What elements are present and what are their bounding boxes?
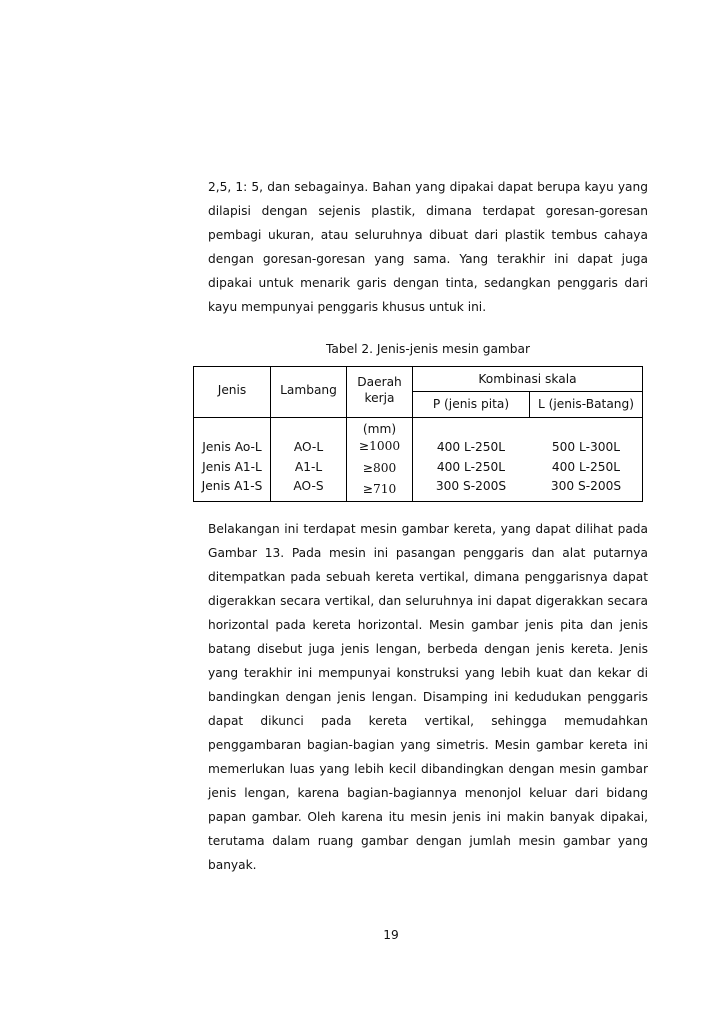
machine-table [193,366,643,502]
table-caption: Tabel 2. Jenis-jenis mesin gambar [325,342,531,356]
header-p-jenis-pita: P (jenis pita) [432,397,510,411]
page-number: 19 [383,928,399,942]
row2-daerah: ≥800 [362,461,397,475]
header-kombinasi-skala: Kombinasi skala [478,372,577,386]
row1-l: 500 L-300L [551,440,621,454]
paragraph-1: 2,5, 1: 5, dan sebagainya. Bahan yang dipakai dapat berupa kayu yang dilapisi dengan sejenis plastik, dimana terdapat goresan-goresan pembagi ukuran, atau seluruhnya dibuat dari plastik tembus cahaya dengan goresan-goresan yang sama. Yang terakhir ini dapat juga dipakai untuk menarik garis dengan tinta, sedangkan penggaris dari kayu mempunyai penggaris khusus untuk ini. [208,180,648,314]
row3-daerah: ≥710 [362,482,397,496]
row3-lambang: AO-S [293,479,324,493]
row1-jenis: Jenis Ao-L [202,440,262,454]
header-l-jenis-batang: L (jenis-Batang) [537,397,635,411]
row2-jenis: Jenis A1-L [202,460,262,474]
row2-lambang: A1-L [294,460,323,474]
header-daerah-line2: kerja [364,391,395,405]
header-jenis: Jenis [217,383,247,397]
row2-l: 400 L-250L [551,460,621,474]
header-lambang: Lambang [280,383,337,397]
row2-p: 400 L-250L [436,460,506,474]
unit-mm: (mm) [362,422,397,436]
row1-lambang: AO-L [293,440,324,454]
header-daerah-line1: Daerah [357,375,402,389]
row3-l: 300 S-200S [550,479,622,493]
row1-p: 400 L-250L [436,440,506,454]
row3-jenis: Jenis A1-S [201,479,263,493]
paragraph-2: Belakangan ini terdapat mesin gambar kereta, yang dapat dilihat pada Gambar 13. Pada mesin ini pasangan penggaris dan alat putarnya ditempatkan pada sebuah kereta vertikal, dimana penggarisnya dapat digerakkan secara vertikal, dan seluruhnya ini dapat digerakkan secara horizontal pada kereta horizontal. Mesin gambar jenis pita dan jenis batang disebut juga jenis lengan, berbeda dengan jenis kereta. Jenis yang terakhir ini mempunyai konstruksi yang lebih kuat dan kekar di bandingkan dengan jenis lengan. Disamping ini kedudukan penggaris dapat dikunci pada kereta vertikal, sehingga memudahkan penggambaran bagian-bagian yang simetris. Mesin gambar kereta ini memerlukan luas yang lebih kecil dibandingkan dengan mesin gambar jenis lengan, karena bagian-bagiannya menonjol keluar dari bidang papan gambar. Oleh karena itu mesin jenis ini makin banyak dipakai, terutama dalam ruang gambar dengan jumlah mesin gambar yang banyak. [208,522,648,872]
row3-p: 300 S-200S [435,479,507,493]
row1-daerah: ≥1000 [358,439,401,453]
